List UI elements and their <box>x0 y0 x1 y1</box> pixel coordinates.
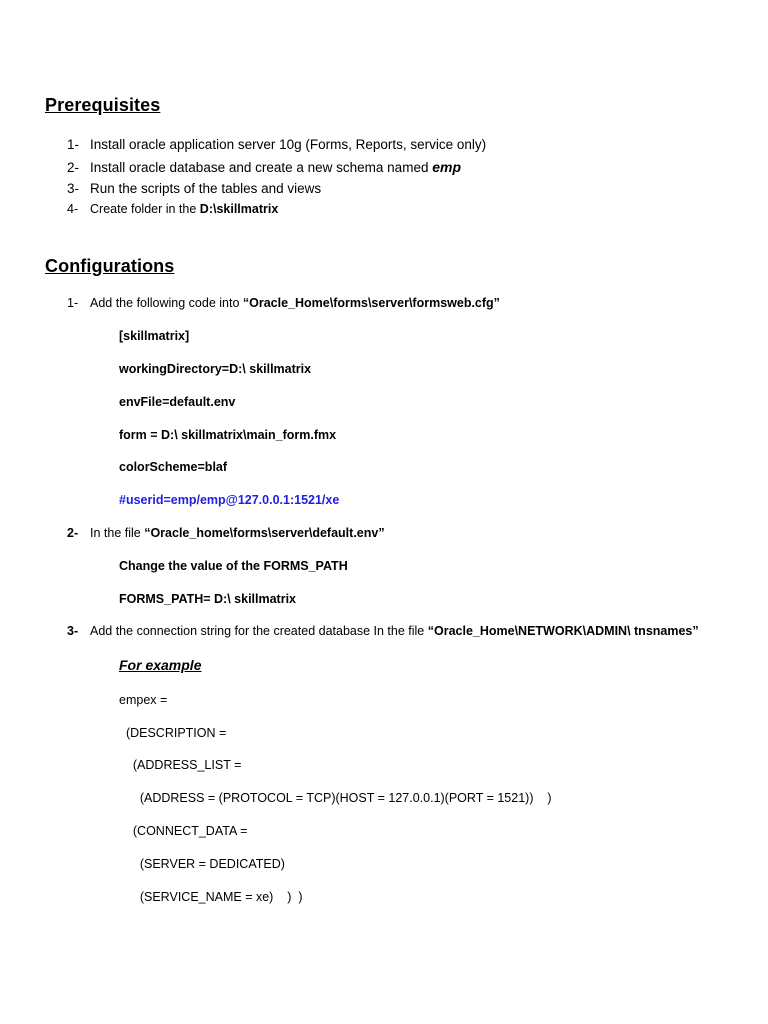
example-label: For example <box>119 657 202 673</box>
tns-line: (SERVER = DEDICATED) <box>119 857 285 871</box>
tns-line: (ADDRESS_LIST = <box>119 758 242 772</box>
step-number: 1- <box>67 296 79 310</box>
config-step-2 <box>67 526 385 540</box>
prerequisite-item-2 <box>67 159 461 175</box>
schema-name: emp <box>432 159 462 175</box>
tns-line: (ADDRESS = (PROTOCOL = TCP)(HOST = 127.0.0.1)(PORT = 1521)) ) <box>119 791 552 805</box>
config-line: workingDirectory=D:\ skillmatrix <box>119 362 312 376</box>
config-line: [skillmatrix] <box>119 329 190 343</box>
tns-line: (DESCRIPTION = <box>119 726 227 740</box>
step-number: 2- <box>67 526 79 540</box>
tns-line: (SERVICE_NAME = xe) ) ) <box>119 890 303 904</box>
item-text: Install oracle database and create a new schema named <box>90 160 433 175</box>
config-line: envFile=default.env <box>119 395 236 409</box>
prerequisite-item-1 <box>67 137 486 152</box>
config-line: form = D:\ skillmatrix\main_form.fmx <box>119 428 337 442</box>
config-line: FORMS_PATH= D:\ skillmatrix <box>119 592 297 606</box>
tns-line: (CONNECT_DATA = <box>119 824 248 838</box>
step-text: Add the following code into <box>90 296 243 310</box>
configurations-heading: Configurations <box>45 256 175 276</box>
tns-line: empex = <box>119 693 168 707</box>
config-step-1 <box>67 296 500 310</box>
item-number: 1- <box>67 137 80 152</box>
item-text: Install oracle application server 10g (Forms, Reports, service only) <box>90 137 487 152</box>
item-number: 3- <box>67 181 80 196</box>
folder-path: D:\skillmatrix <box>199 202 279 216</box>
step-path: “Oracle_Home\forms\server\formsweb.cfg” <box>242 296 500 310</box>
prerequisite-item-4 <box>67 202 278 216</box>
item-number: 4- <box>67 202 79 216</box>
item-text: Create folder in the <box>90 202 200 216</box>
step-number: 3- <box>67 624 79 638</box>
prerequisites-heading: Prerequisites <box>45 95 161 115</box>
config-comment-line: #userid=emp/emp@127.0.0.1:1521/xe <box>119 493 340 507</box>
item-text: Run the scripts of the tables and views <box>90 181 322 196</box>
step-path: “Oracle_home\forms\server\default.env” <box>144 526 385 540</box>
config-line: colorScheme=blaf <box>119 460 228 474</box>
prerequisite-item-3 <box>67 181 321 196</box>
config-step-3 <box>67 624 699 638</box>
step-text: Add the connection string for the created database In the file <box>90 624 428 638</box>
config-line: Change the value of the FORMS_PATH <box>119 559 348 573</box>
item-number: 2- <box>67 160 80 175</box>
step-path: “Oracle_Home\NETWORK\ADMIN\ tnsnames” <box>427 624 699 638</box>
step-text: In the file <box>90 526 145 540</box>
